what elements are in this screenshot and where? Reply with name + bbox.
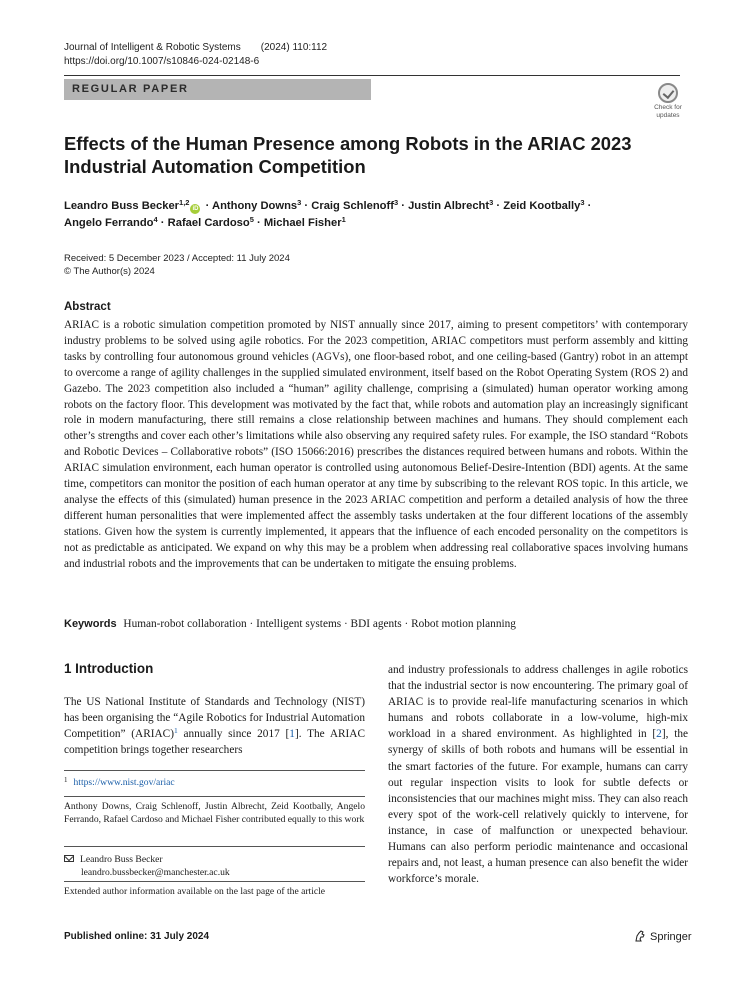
section-heading-introduction: 1 Introduction — [64, 661, 154, 676]
author-affiliation: 3 — [489, 198, 494, 207]
check-updates-icon — [658, 83, 678, 103]
footnote-divider — [64, 881, 365, 882]
corresponding-name: Leandro Buss Becker — [80, 854, 163, 865]
author-affiliation: 3 — [297, 198, 302, 207]
citation-link[interactable]: 2 — [656, 728, 662, 741]
intro-text: and industry professionals to address challenges in agile robotics that the industrial sector is now encountering. The primary goal of ARIAC is to provide real-life manufacturing scenarios in which humans and robots collaborate in a low-volume, high-mix workload in a shared environment. As highlighted in [ — [388, 664, 688, 741]
abstract-heading: Abstract — [64, 301, 111, 313]
footnote-url[interactable]: https://www.nist.gov/ariac — [73, 777, 175, 788]
journal-name: Journal of Intelligent & Robotic Systems — [64, 42, 241, 53]
dates-block — [64, 252, 290, 278]
check-updates-line1: Check for — [654, 104, 682, 111]
corresponding-email[interactable]: leandro.bussbecker@manchester.ac.uk — [81, 867, 230, 879]
intro-text: The US National Institute of Standards and Technology (NIST) has been organising the “Agile Robotics for Industrial Automation Competition” (ARIAC) — [64, 696, 365, 741]
springer-horse-icon — [634, 930, 646, 942]
header-rule — [64, 75, 680, 76]
paper-title: Effects of the Human Presence among Robots in the ARIAC 2023 Industrial Automation Competition — [64, 133, 632, 177]
author-list: Leandro Buss Becker$^{1,2}$iD · Anthony Downs$^3$ · Craig Schlenoff$^3$ · Justin Albrecht$^3$ · Zeid Kootbally$^3$ · Angelo Ferrando$^4$ · Rafael Cardoso$^5$ · Michael Fisher$^1$ — [64, 198, 592, 229]
doi-link[interactable]: https://doi.org/10.1007/s10846-024-02148-6 — [64, 56, 260, 67]
copyright: © The Author(s) 2024 — [64, 266, 155, 277]
author-name: Zeid Kootbally — [503, 200, 581, 212]
publisher-name: Springer — [650, 931, 692, 943]
contribution-note: Anthony Downs, Craig Schlenoff, Justin Albrecht, Zeid Kootbally, Angelo Ferrando, Rafael Cardoso and Michael Fisher contributed equally to this work — [64, 801, 365, 826]
author-name: Leandro Buss Becker — [64, 200, 180, 212]
author-affiliation: 4 — [153, 215, 158, 224]
author-name: Angelo Ferrando — [64, 217, 154, 229]
publisher-logo — [634, 930, 692, 943]
intro-column-left — [64, 694, 365, 758]
journal-volume: (2024) 110:112 — [260, 42, 328, 53]
author-name: Michael Fisher — [263, 217, 342, 229]
journal-header — [64, 41, 327, 69]
footnote-divider — [64, 796, 365, 797]
author-affiliation: 3 — [393, 198, 399, 207]
author-name: Craig Schlenoff — [311, 200, 394, 212]
corresponding-author — [64, 853, 365, 880]
check-for-updates-badge[interactable] — [649, 83, 687, 121]
author-affiliation: 1,2 — [179, 198, 190, 207]
author-name: Anthony Downs — [212, 200, 298, 212]
footnote-divider — [64, 846, 365, 847]
intro-column-right — [388, 662, 688, 887]
author-name: Justin Albrecht — [408, 200, 490, 212]
footnote-number: 1 — [64, 776, 68, 784]
author-name: Rafael Cardoso — [167, 217, 250, 229]
author-affiliation: 1 — [341, 215, 346, 224]
keywords-text: Human-robot collaboration · Intelligent systems · BDI agents · Robot motion planning — [123, 618, 516, 630]
orcid-icon[interactable]: iD — [192, 206, 199, 212]
citation-link[interactable]: 1 — [289, 728, 295, 741]
abstract-text: ARIAC is a robotic simulation competition promoted by NIST annually since 2017, aiming to present competitors’ with contemporary industry problems to be solved using agile robotics. For the 2023 competition, ARIAC competitors must perform assembly and kitting tasks by controlling four autonomous ground vehicles (AGVs), one floor-based robot, and one ceiling-based (Gantry) robot in an attempt to overcome a range of agility challenges in the supplied simulated environment, itself based on the Robot Operating System (ROS 2) and Gazebo. The 2023 competition also included a “human” agility challenge, comprising a (simulated) human operator working among robots on the factory floor. This development was motivated by the fact that, while robots and automation play an increasingly significant role in modern manufacturing, there still remains a close relationship between machines and humans. They should complement each other’s strengths and cover each other’s limitations while also observing any required safety rules. For example, the ISO standard “Robots and Robotic Devices – Collaborative robots” (ISO 15066:2016) prescribes the distances required between humans and robots. Within the ARIAC simulation environment, each human operator is controlled using autonomous Belief-Desire-Intention (BDI) agents. At the same time, competitors can monitor the position of each human operator at any time by subscribing to the relevant ROS topic. In this article, we analyse the effects of this (simulated) human presence in the 2023 ARIAC competition and perform a detailed analysis of how the three different human personalities that were implemented affect the assembly tasks undertaken at the four different locations of the assembly stations. Given how the system is currently implemented, it appears that the influence of each encoded personality on the competitors is not as predictable as anticipated. We expand on why this may be a problem when addressing real collaborative spaces involving humans and industrial robots and the improvements that can be undertaken to mitigate the ensuing problems. — [64, 319, 688, 570]
received-accepted: Received: 5 December 2023 / Accepted: 11 July 2024 — [64, 253, 290, 264]
mail-icon — [64, 855, 74, 862]
footnote-ref[interactable]: 1 — [173, 726, 178, 736]
extended-info-note: Extended author information available on the last page of the article — [64, 886, 326, 897]
check-updates-line2: updates — [656, 112, 680, 119]
intro-text: ], the synergy of skills of both robots and humans will be essential in the smart factories of the future. For example, humans can carry out regular inspection visits to look for subtle defects or inconsistencies that our machines might miss. They can also reach every spot of the work-cell relatively quickly to intervene, for instance, in case of malfunction or unexpected behaviour. Humans can also perform periodic maintenance and occasional repairs and, not least, a human presence can also benefit the wider workforce’s morale. — [388, 728, 688, 886]
published-online: Published online: 31 July 2024 — [64, 931, 210, 942]
article-type-banner: REGULAR PAPER — [64, 79, 371, 100]
intro-text: ]. The ARIAC competition brings together researchers — [64, 728, 365, 757]
author-affiliation: 5 — [249, 215, 254, 224]
keywords-label: Keywords — [64, 618, 117, 630]
intro-text: annually since 2017 [ — [177, 728, 290, 741]
footnote-1 — [64, 776, 175, 789]
keywords — [64, 616, 688, 632]
footnote-divider — [64, 770, 365, 771]
author-affiliation: 3 — [580, 198, 585, 207]
